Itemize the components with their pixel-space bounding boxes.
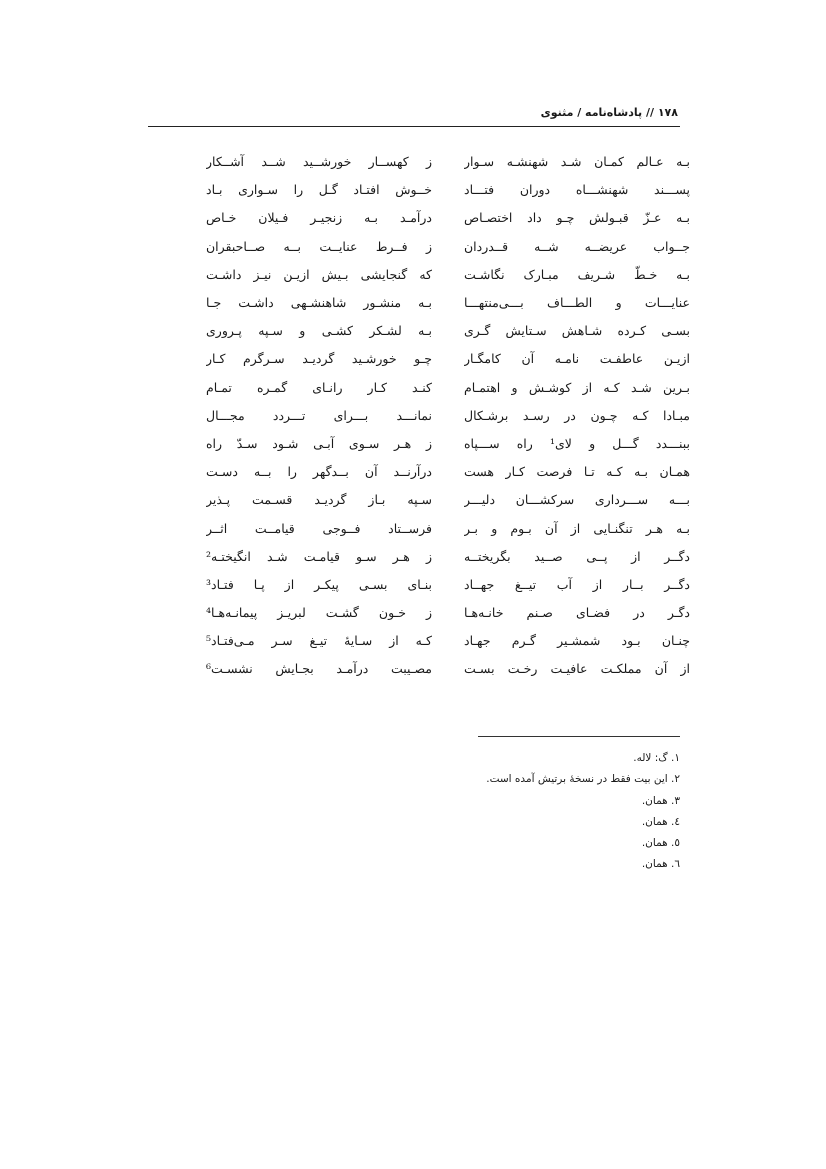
hemistich-second: که گنجایشی بـیش ازیـن نیـز داشـت [206,266,432,282]
couplet [170,514,690,542]
hemistich-second: بـه منشـور شاهنشـهی داشـت جـا [206,295,432,311]
hemistich-second: سـپه بـاز گردیـد قسـمت پـذیر [206,492,432,508]
couplet [170,289,690,317]
hemistich-second: ز کهســار خورشــید شــد آشــکار [206,154,432,170]
couplet [170,176,690,204]
couplet [170,627,690,655]
hemistich-first: از آن مملکـت عافیـت رخـت بسـت [464,661,690,677]
hemistich-second: ز هـر سـوی آبـی شـود سـدّ راه [206,435,432,451]
hemistich-first: همـان بـه کـه تـا فرصت کـار هست [464,464,690,480]
footnote-divider [478,736,680,737]
footnote: ٦. همان. [641,858,680,871]
hemistich-second: بـه لشـکر کشـی و سـپه پـروری [206,323,432,339]
hemistich-first: پســـند شهنشـــاه دوران فتـــاد [464,182,690,198]
hemistich-first: بـرین شـد کـه از کوشـش و اهتمـام [464,379,690,395]
hemistich-first: بـه عـالم کمـان شـد شهنشـه سـوار [464,154,690,170]
hemistich-first: بـه هـر تنگنـایی از آن بـوم و بـر [464,520,690,536]
hemistich-first: ببنـــدد گـــل و لای¹ راه ســـپاه [464,435,690,451]
hemistich-first: عنایـــات و الطـــاف بـــی‌منتهـــا [464,295,690,311]
footnotes [300,748,680,876]
hemistich-second: فرســتاد فــوجی قیامــت اثــر [206,520,432,536]
hemistich-first: بـه خـطّ شـریف مبـارک نگاشـت [464,266,690,282]
couplet [170,571,690,599]
footnote: ۲. این بیت فقط در نسخهٔ برتیش آمده است. [486,773,680,786]
hemistich-second: ز فــرط عنایــت بــه صــاحبقران [206,238,432,254]
hemistich-second: خــوش افتـاد گـل را سـواری بـاد [206,182,432,198]
hemistich-second: مصـیبت درآمـد بجـایش نشسـت⁶ [206,661,432,677]
couplet [170,148,690,176]
couplet [170,204,690,232]
hemistich-first: مبـادا کـه چـون در رسـد برشـکال [464,407,690,423]
footnote: ۳. همان. [641,794,680,807]
hemistich-second: کـه از سـایهٔ تیـغ سـر مـی‌فتـاد⁵ [206,633,432,649]
hemistich-second: کنـد کـار رانـای گمـره تمـام [206,379,432,395]
page-header: ۱۷۸ // پادشاه‌نامه / مثنوی [540,106,678,119]
hemistich-second: درآرنــد آن بــدگهر را بــه دسـت [206,464,432,480]
hemistich-first: دگــر از پــی صــید بگریختــه [464,548,690,564]
couplet [170,486,690,514]
couplet [170,345,690,373]
couplet [170,374,690,402]
poem-body [170,148,690,684]
couplet [170,402,690,430]
header-divider [148,126,680,127]
hemistich-first: بـــه ســـرداری سرکشـــان دلیـــر [464,492,690,508]
couplet [170,317,690,345]
hemistich-second: بنـای بسـی پیکـر از پـا فتـاد³ [206,576,432,592]
hemistich-first: جــواب عریضــه شــه قــدردان [464,238,690,254]
hemistich-first: چنـان بـود شمشـیر گـرم جهـاد [464,633,690,649]
hemistich-second: نمانـــد بـــرای تـــردد مجـــال [206,407,432,423]
hemistich-first: دگــر بــار از آب تیــغ جهــاد [464,576,690,592]
couplet [170,599,690,627]
hemistich-second: ز هـر سـو قیامـت شـد انگیختـه² [206,548,432,564]
hemistich-second: درآمـد بـه زنجیـر فـیلان خـاص [206,210,432,226]
couplet [170,233,690,261]
footnote: ٤. همان. [641,815,680,828]
couplet [170,430,690,458]
hemistich-first: بسـی کـرده شـاهش سـتایش گـری [464,323,690,339]
hemistich-second: ز خـون گشـت لبریـز پیمانـه‌هـا⁴ [206,605,432,621]
footnote: ۱. گ: لاله. [633,752,680,764]
couplet [170,261,690,289]
hemistich-first: ازیـن عاطفـت نامـه آن کامگـار [464,351,690,367]
footnote: ٥. همان. [641,837,680,850]
hemistich-first: بـه عـزّ قبـولش چـو داد اختصـاص [464,210,690,226]
couplet [170,655,690,683]
couplet [170,543,690,571]
hemistich-second: چـو خورشـید گردیـد سـرگرم کـار [206,351,432,367]
couplet [170,458,690,486]
hemistich-first: دگـر در فضـای صـنم خانـه‌هـا [464,605,690,621]
